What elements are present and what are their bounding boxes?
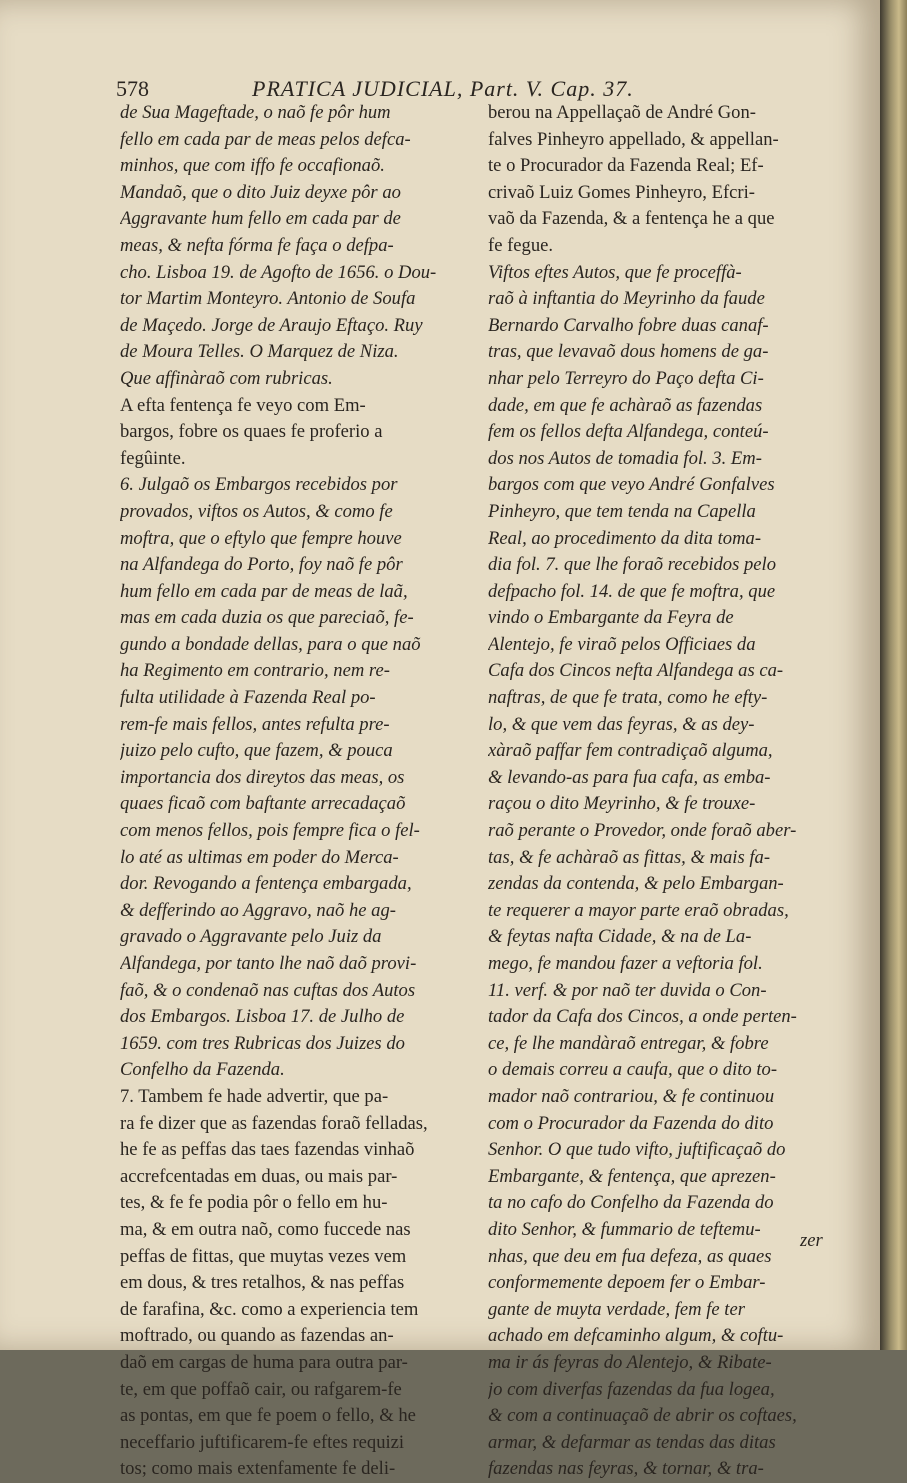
text-line: rem-fe mais fellos, antes refulta pre-	[120, 713, 390, 735]
text-line: te requerer a mayor parte eraõ obradas,	[488, 899, 789, 921]
text-line: Que affinàraõ com rubricas.	[120, 367, 333, 389]
text-line: naftras, de que fe trata, como he efty-	[488, 687, 768, 709]
text-line: berou na Appellaçaõ de André Gon-	[488, 102, 756, 123]
text-line: lo, & que vem das feyras, & as dey-	[488, 713, 755, 735]
text-line: importancia dos direytos das meas, os	[120, 766, 405, 788]
book-spine-edge	[880, 0, 907, 1350]
text-line: faõ, & o condenaõ nas cuftas dos Autos	[120, 979, 416, 1001]
text-line: Bernardo Carvalho fobre duas canaf-	[488, 314, 769, 336]
text-line: Mandaõ, que o dito Juiz deyxe pôr ao	[120, 181, 401, 203]
text-line: tas, & fe achàraõ as fittas, & mais fa-	[488, 846, 771, 868]
text-line: nhas, que deu em fua defeza, as quaes	[488, 1245, 772, 1267]
text-line: nhar pelo Terreyro do Paço defta Ci-	[488, 367, 764, 389]
text-line: tador da Cafa dos Cincos, a onde perten-	[488, 1006, 797, 1028]
text-line: ha Regimento em contrario, nem re-	[120, 660, 390, 682]
text-line: de Sua Mageftade, o naõ fe pôr hum	[120, 102, 391, 123]
text-line: Real, ao procedimento da dita toma-	[488, 527, 762, 549]
text-line: ma ir ás feyras do Alentejo, & Ribate-	[488, 1351, 772, 1373]
text-line: dia fol. 7. que lhe foraõ recebidos pelo	[488, 554, 776, 576]
text-line: gravado o Aggravante pelo Juiz da	[120, 926, 382, 948]
text-line: Aggravante hum fello em cada par de	[120, 208, 401, 230]
text-line: moftra, que o eftylo que fempre houve	[120, 527, 402, 549]
text-line: de farafina, &c. como a experiencia tem	[120, 1298, 419, 1320]
text-line: 6. Julgaõ os Embargos recebidos por	[120, 474, 398, 496]
text-line: mador naõ contrariou, & fe continuou	[488, 1085, 775, 1107]
text-line: com menos fellos, pois fempre fica o fel-	[120, 820, 420, 842]
text-line: fello em cada par de meas pelos defca-	[120, 128, 411, 150]
text-line: o demais correu a caufa, que o dito to-	[488, 1059, 778, 1081]
text-line: mas em cada duzia os que pareciaõ, fe-	[120, 607, 414, 629]
text-line: mego, fe mandou fazer a veftoria fol.	[488, 953, 763, 974]
text-line: Embargante, & fentença, que aprezen-	[488, 1165, 776, 1187]
text-line: & feytas nafta Cidade, & na de La-	[488, 926, 752, 948]
text-line: lo até as ultimas em poder do Merca-	[120, 846, 399, 868]
text-line: achado em defcaminho algum, & coftu-	[488, 1325, 784, 1347]
text-line: 11. verf. & por naõ ter duvida o Con-	[488, 979, 767, 1001]
text-line: xàraõ paffar fem contradiçaõ alguma,	[488, 740, 773, 762]
text-line: cho. Lisboa 19. de Agofto de 1656. o Dou-	[120, 261, 437, 283]
text-line: Pinheyro, que tem tenda na Capella	[488, 500, 756, 522]
text-line: conformemente depoem fer o Embar-	[488, 1272, 766, 1294]
page-number: 578	[116, 76, 149, 101]
text-line: gante de muyta verdade, fem fe ter	[488, 1298, 745, 1320]
text-line: dos Embargos. Lisboa 17. de Julho de	[120, 1006, 405, 1028]
text-line: tras, que levavaõ dous homens de ga-	[488, 341, 769, 363]
text-line: as pontas, em que fe poem o fello, & he	[120, 1405, 416, 1427]
text-line: te o Procurador da Fazenda Real; Ef-	[488, 155, 764, 177]
text-line: em dous, & tres retalhos, & nas peffas	[120, 1272, 405, 1294]
text-line: armar, & defarmar as tendas das ditas	[488, 1431, 776, 1453]
text-line: provados, viftos os Autos, & como fe	[120, 500, 393, 522]
text-line: Senhor. O que tudo vifto, juftificaçaõ do	[488, 1139, 786, 1161]
text-line: Confelho da Fazenda.	[120, 1059, 285, 1081]
text-line: Alentejo, fe viraõ pelos Officiaes da	[488, 633, 756, 655]
text-line: ra fe dizer que as fazendas foraõ felladas,	[120, 1112, 428, 1134]
text-line: quaes ficaõ com baftante arrecadaçaõ	[120, 793, 406, 815]
text-line: dito Senhor, & fummario de teftemu-	[488, 1218, 761, 1240]
right-column	[488, 100, 852, 1483]
text-line: com o Procurador da Fazenda do dito	[488, 1112, 774, 1134]
text-line: dor. Revogando a fentença embargada,	[120, 873, 412, 895]
text-line: na Alfandega do Porto, foy naõ fe pôr	[120, 554, 403, 576]
text-line: fegûinte.	[120, 447, 186, 469]
text-line: bargos com que veyo André Gonfalves	[488, 474, 775, 496]
text-line: Viftos eftes Autos, que fe proceffà-	[488, 261, 742, 283]
text-line: tor Martim Monteyro. Antonio de Soufa	[120, 288, 416, 310]
text-line: te, em que poffaõ cair, ou rafgarem-fe	[120, 1378, 402, 1400]
text-line: he fe as peffas das taes fazendas vinhaõ	[120, 1139, 415, 1161]
text-line: zendas da contenda, & pelo Embargan-	[488, 873, 784, 895]
text-line: jo com diverfas fazendas da fua logea,	[488, 1378, 775, 1400]
text-line: hum fello em cada par de meas de laã,	[120, 580, 408, 602]
text-line: neceffario juftificarem-fe eftes requizi	[120, 1431, 405, 1453]
text-line: tes, & fe fe podia pôr o fello em hu-	[120, 1192, 388, 1214]
text-line: fulta utilidade à Fazenda Real po-	[120, 687, 376, 709]
running-head: PRATICA JUDICIAL, Part. V. Cap. 37.	[252, 76, 634, 101]
text-line: de Moura Telles. O Marquez de Niza.	[120, 341, 399, 363]
text-line: bargos, fobre os quaes fe proferio a	[120, 421, 383, 443]
text-line: vaõ da Fazenda, & a fentença he a que	[488, 208, 775, 230]
text-line: fe fegue.	[488, 234, 554, 256]
text-line: 1659. com tres Rubricas dos Juizes do	[120, 1032, 405, 1054]
text-line: vindo o Embargante da Feyra de	[488, 607, 734, 629]
text-line: crivaõ Luiz Gomes Pinheyro, Efcri-	[488, 181, 755, 203]
text-line: minhos, que com iffo fe occafionaõ.	[120, 155, 385, 177]
text-line: tos; como mais extenfamente fe deli-	[120, 1458, 396, 1480]
text-line: & levando-as para fua cafa, as emba-	[488, 766, 771, 788]
text-line: defpacho fol. 14. de que fe moftra, que	[488, 580, 776, 602]
text-line: & defferindo ao Aggravo, naõ he ag-	[120, 899, 396, 921]
text-line: juizo pelo cufto, que fazem, & pouca	[120, 740, 393, 762]
text-line: ta no cafo do Confelho da Fazenda do	[488, 1192, 774, 1214]
text-line: fem os fellos defta Alfandega, conteú-	[488, 421, 769, 443]
text-line: fazendas nas feyras, & tornar, & tra-	[488, 1458, 764, 1480]
text-line: 7. Tambem fe hade advertir, que pa-	[120, 1085, 389, 1107]
text-line: raõ perante o Provedor, onde foraõ aber-	[488, 820, 797, 842]
text-line: ce, fe lhe mandàraõ entregar, & fobre	[488, 1032, 769, 1054]
text-line: peffas de fittas, que muytas vezes vem	[120, 1245, 407, 1267]
text-line: A efta fentença fe veyo com Em-	[120, 394, 366, 416]
text-line: meas, & nefta fórma fe faça o defpa-	[120, 234, 394, 256]
text-line: accrefcentadas em duas, ou mais par-	[120, 1165, 398, 1187]
text-line: ma, & em outra naõ, como fuccede nas	[120, 1218, 411, 1240]
text-line: dos nos Autos de tomadia fol. 3. Em-	[488, 447, 762, 469]
catchword: zer	[800, 1230, 823, 1251]
text-line: Cafa dos Cincos nefta Alfandega as ca-	[488, 660, 784, 682]
text-line: raçou o dito Meyrinho, & fe trouxe-	[488, 793, 756, 815]
text-line: dade, em que fe achàraõ as fazendas	[488, 394, 763, 416]
text-line: falves Pinheyro appellado, & appellan-	[488, 128, 779, 150]
text-line: raõ à inftantia do Meyrinho da faude	[488, 288, 765, 310]
left-column	[120, 100, 470, 1483]
text-line: de Maçedo. Jorge de Araujo Eftaço. Ruy	[120, 314, 423, 336]
text-line: Alfandega, por tanto lhe naõ daõ provi-	[120, 953, 417, 974]
text-line: gundo a bondade dellas, para o que naõ	[120, 633, 421, 655]
text-line: moftrado, ou quando as fazendas an-	[120, 1325, 394, 1347]
text-line: & com a continuaçaõ de abrir os coftaes,	[488, 1405, 797, 1427]
text-line: daõ em cargas de huma para outra par-	[120, 1351, 408, 1373]
